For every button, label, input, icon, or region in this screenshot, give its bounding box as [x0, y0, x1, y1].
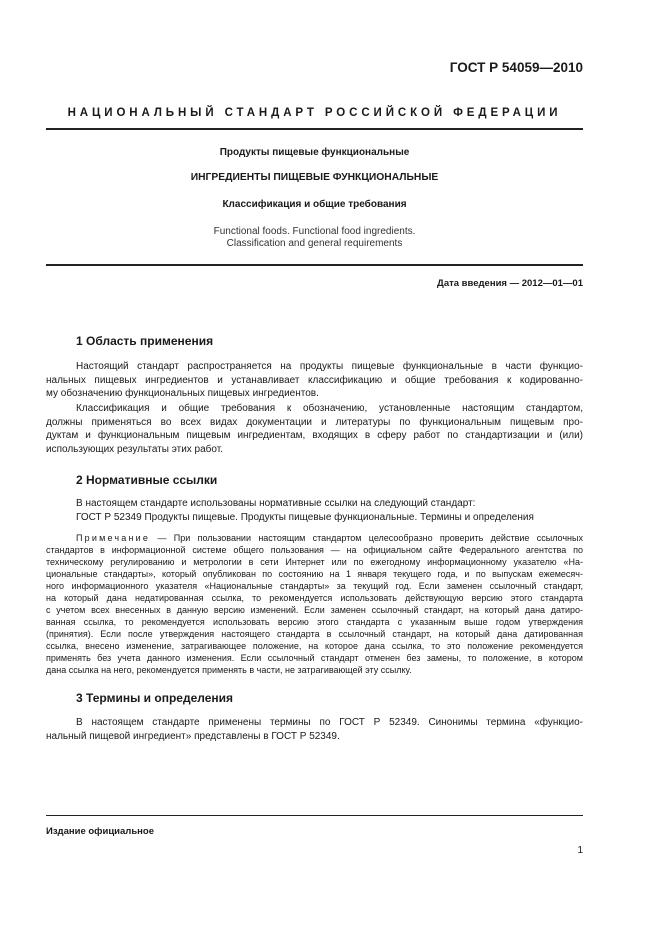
document-code: ГОСТ Р 54059—2010	[449, 60, 583, 75]
text-line: му обозначению функциональных пищевых ингредиентов.	[46, 388, 319, 399]
section-2-note	[46, 532, 583, 676]
section-3-heading: 3 Термины и определения	[76, 691, 234, 705]
text-line	[46, 532, 583, 544]
text-line: дуктам и функциональным пищевым ингредиентам, входящих в сферу работ по стандартизации и (или)	[46, 430, 583, 441]
text-line: ссылка, внесено изменение, затрагивающее положение, на которое дана ссылка, то это положение рекомендуется	[46, 641, 583, 651]
section-2-paragraph-1: В настоящем стандарте использованы нормативные ссылки на следующий стандарт:	[76, 498, 476, 509]
title-line-1: Продукты пищевые функциональные	[219, 147, 410, 158]
text-line: нальных пищевых ингредиентов и устанавливает классификацию и общие требования к кодированно-	[46, 374, 583, 386]
title-line-3: Классификация и общие требования	[222, 199, 407, 210]
text-line: (принятия). Если после утверждения настоящего стандарта в ссылочный стандарт, на который дана датированная	[46, 629, 583, 639]
official-edition-label: Издание официальное	[46, 826, 154, 837]
section-2-heading: 2 Нормативные ссылки	[76, 473, 218, 487]
title-divider	[46, 264, 583, 266]
text-line: стандартов в информационной системе общего пользования — на официальном сайте Федерального агентства по	[46, 545, 583, 555]
text-line: техническому регулированию и метрологии в сети Интернет или по ежегодному информационному указателю «На-	[46, 557, 583, 567]
text-line: на который дана недатированная ссылка, то рекомендуется использовать действующую версию этого стандарта	[46, 593, 583, 603]
footer-divider	[46, 815, 583, 816]
page-number: 1	[577, 845, 583, 856]
text-line: Классификация и общие требования к обозначению, установленные настоящим стандартом,	[76, 403, 583, 414]
text-line: циональные стандарты», который опубликован по состоянию на 1 января текущего года, и по выпускам ежемесяч-	[46, 569, 583, 579]
english-title-line-2: Classification and general requirements	[226, 238, 403, 249]
introduction-date: Дата введения — 2012—01—01	[437, 278, 583, 289]
national-standard-banner: НАЦИОНАЛЬНЫЙ СТАНДАРТ РОССИЙСКОЙ ФЕДЕРАЦИИ	[67, 107, 562, 119]
section-1-heading: 1 Область применения	[76, 334, 214, 348]
note-first-line: — При пользовании настоящим стандартом целесообразно проверить действие ссылочных	[157, 533, 583, 543]
text-line: использующих результаты этих работ.	[46, 443, 223, 455]
section-1-paragraph-1	[46, 360, 583, 401]
section-2-reference: ГОСТ Р 52349 Продукты пищевые. Продукты пищевые функциональные. Термины и определения	[76, 512, 534, 523]
english-title-line-1: Functional foods. Functional food ingredients.	[213, 226, 416, 237]
text-line: ванная ссылка, то рекомендуется использовать версию этого стандарта с указанным выше годом утверждения	[46, 617, 583, 627]
text-line: В настоящем стандарте применены термины по ГОСТ Р 52349. Синонимы термина «функцио-	[76, 717, 583, 728]
header-divider	[46, 128, 583, 130]
text-line: с учетом всех внесенных в данную версию изменений. Если заменен ссылочный стандарт, на который дана датиро-	[46, 605, 583, 615]
text-line: ного информационного указателя «Национальные стандарты» за текущий год. Если заменен ссылочный стандарт,	[46, 581, 583, 591]
title-line-2: ИНГРЕДИЕНТЫ ПИЩЕВЫЕ ФУНКЦИОНАЛЬНЫЕ	[190, 172, 439, 183]
section-3-paragraph-1	[46, 716, 583, 743]
text-line: Настоящий стандарт распространяется на продукты пищевые функциональные в части функцио-	[76, 361, 583, 372]
note-label: Примечание	[76, 533, 151, 543]
english-title	[46, 226, 583, 250]
text-line: применять без учета данного изменения. Если ссылочный стандарт отменен без замены, то положение, в котором	[46, 653, 583, 663]
text-line: дана ссылка на него, рекомендуется применять в части, не затрагивающей эту ссылку.	[46, 665, 412, 675]
section-1-paragraph-2	[46, 402, 583, 456]
text-line: нальный пищевой ингредиент» представлены в ГОСТ Р 52349.	[46, 730, 340, 742]
text-line: должны применяться во всех видах документации и литературы по функциональным пищевым про-	[46, 416, 583, 428]
